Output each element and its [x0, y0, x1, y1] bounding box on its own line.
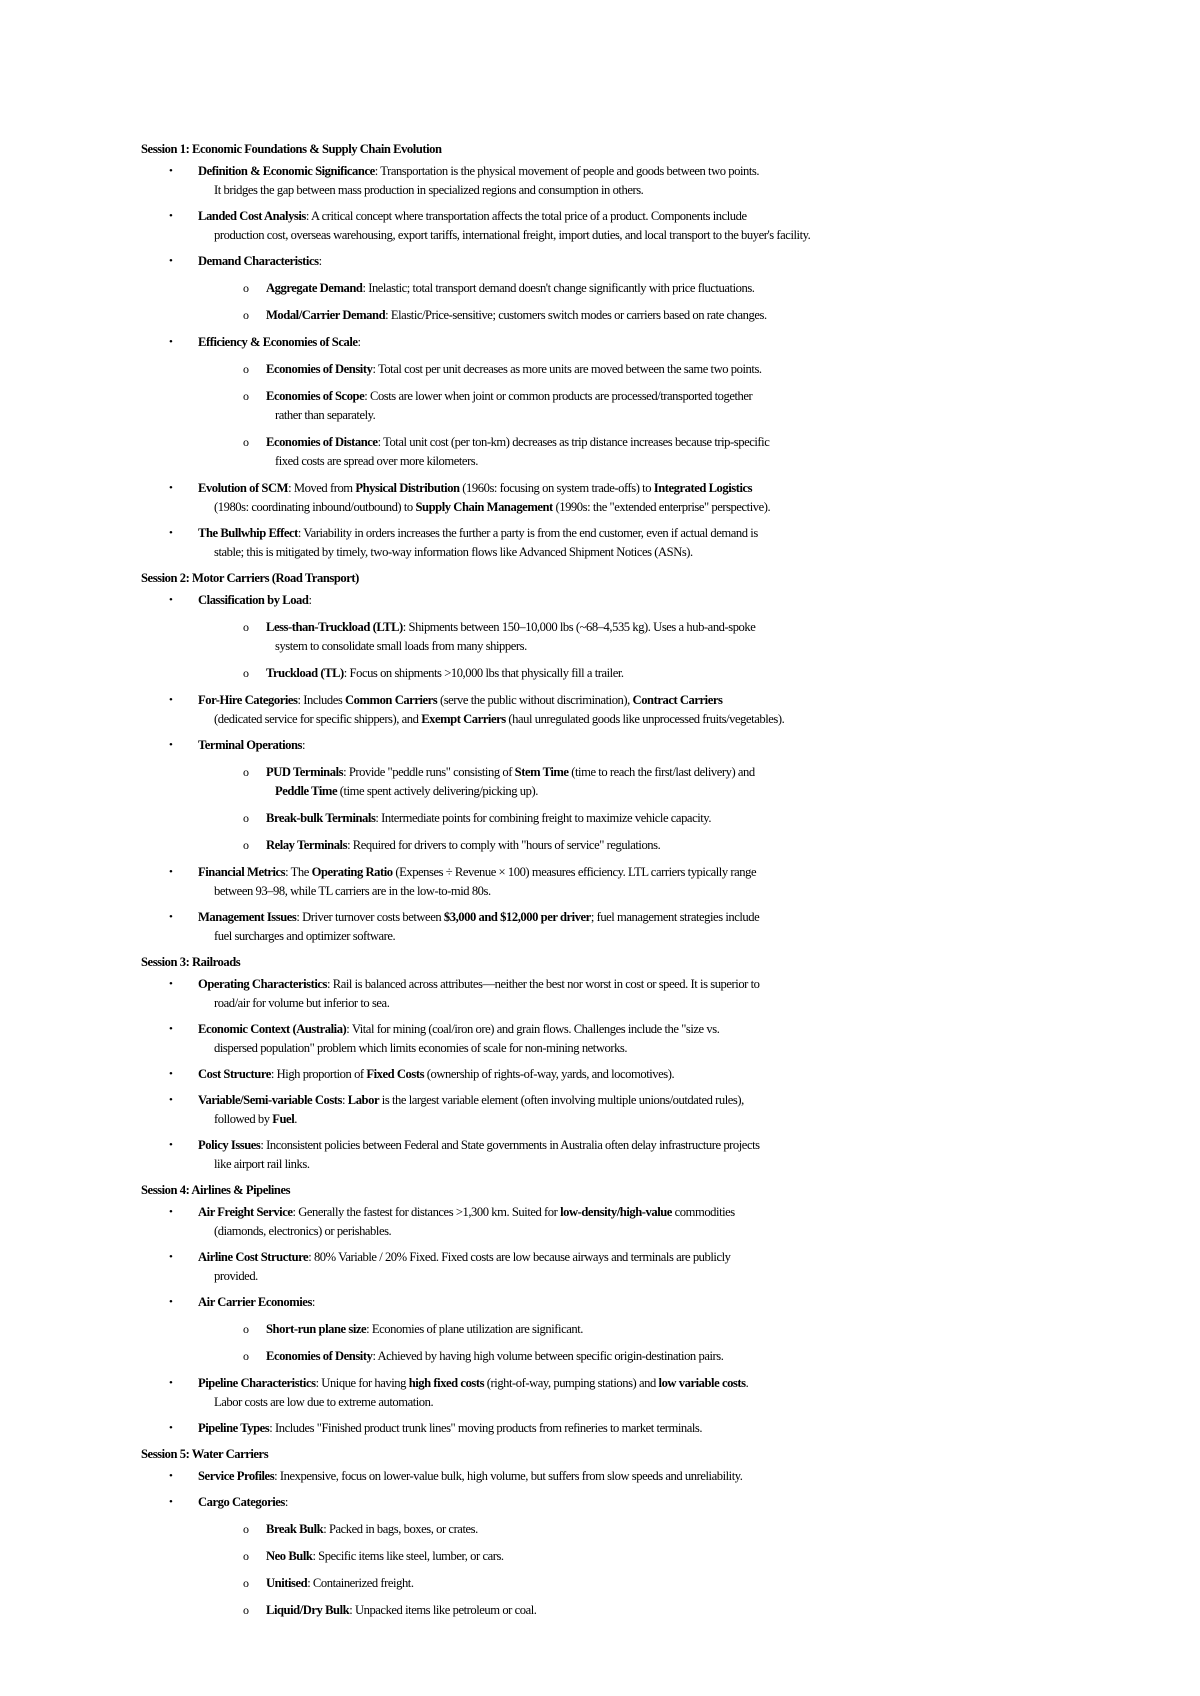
bullet-text: is the largest variable element (often involving multiple unions/outdated rules), [379, 1093, 744, 1107]
bullet-text: : [284, 1495, 288, 1509]
bullet-continuation [198, 543, 911, 562]
bullet-item [141, 1203, 911, 1241]
bullet-continuation [266, 637, 911, 656]
continuation-text: system to consolidate small loads from many shippers. [275, 639, 527, 653]
session-heading: Session 2: Motor Carriers (Road Transport) [141, 571, 359, 585]
sub-bullet-item [198, 387, 911, 425]
bullet-text: : Unique for having [315, 1376, 409, 1390]
bullet-text: : [357, 335, 361, 349]
bullet-term: Break-bulk Terminals [266, 811, 376, 825]
bullet-text: : Focus on shipments >10,000 lbs that physically fill a trailer. [343, 666, 624, 680]
continuation-term: Exempt Carriers [421, 712, 506, 726]
sub-bullet-item [198, 1574, 911, 1593]
continuation-text: production cost, overseas warehousing, export tariffs, international freight, import duties, and local transport to the buyer's facility. [214, 228, 811, 242]
bullet-text: : Transportation is the physical movement of people and goods between two points. [374, 164, 760, 178]
bullet-term-inline: Common Carriers [345, 693, 438, 707]
bullet-term: Air Carrier Economies [198, 1295, 312, 1309]
bullet-term: Pipeline Characteristics [198, 1376, 316, 1390]
bullet-text: : Inconsistent policies between Federal and State governments in Australia often delay infrastructure projects [260, 1138, 760, 1152]
continuation-text: road/air for volume but inferior to sea. [214, 996, 390, 1010]
bullet-text: : Includes "Finished product trunk lines" moving products from refineries to market terminals. [269, 1421, 703, 1435]
bullet-term: Cargo Categories [198, 1495, 285, 1509]
bullet-term: Operating Characteristics [198, 977, 327, 991]
bullet-item [141, 479, 911, 517]
bullet-text: (right-of-way, pumping stations) and [484, 1376, 659, 1390]
sub-bullet-item [198, 1320, 911, 1339]
bullet-text: : Generally the fastest for distances >1,300 km. Suited for [292, 1205, 561, 1219]
bullet-continuation [198, 927, 911, 946]
bullet-list [141, 591, 911, 946]
continuation-text: (1980s: coordinating inbound/outbound) to [214, 500, 416, 514]
bullet-term-inline: Fixed Costs [366, 1067, 425, 1081]
bullet-term: Service Profiles [198, 1469, 275, 1483]
session-heading: Session 1: Economic Foundations & Supply Chain Evolution [141, 142, 442, 156]
bullet-text: : Provide "peddle runs" consisting of [343, 765, 515, 779]
continuation-text: rather than separately. [275, 408, 376, 422]
sub-bullet-item [198, 836, 911, 855]
bullet-continuation [198, 994, 911, 1013]
bullet-term: Short-run plane size [266, 1322, 367, 1336]
bullet-term: Economies of Density [266, 1349, 373, 1363]
bullet-text: : Total cost per unit decreases as more units are moved between the same two points. [372, 362, 762, 376]
continuation-text: (haul unregulated goods like unprocessed fruits/vegetables). [505, 712, 785, 726]
continuation-term: Peddle Time [275, 784, 338, 798]
session-heading: Session 5: Water Carriers [141, 1447, 269, 1461]
bullet-term: Pipeline Types [198, 1421, 270, 1435]
bullet-term: Terminal Operations [198, 738, 302, 752]
bullet-text: : Economies of plane utilization are significant. [366, 1322, 583, 1336]
bullet-item [141, 1374, 911, 1412]
sub-bullet-item [198, 809, 911, 828]
bullet-text: : Required for drivers to comply with "hours of service" regulations. [347, 838, 661, 852]
continuation-text: fixed costs are spread over more kilometers. [275, 454, 478, 468]
bullet-item [141, 333, 911, 471]
bullet-term: For-Hire Categories [198, 693, 298, 707]
bullet-term: Neo Bulk [266, 1549, 313, 1563]
bullet-term: Cost Structure [198, 1067, 271, 1081]
sub-bullet-item [198, 664, 911, 683]
bullet-continuation [266, 452, 911, 471]
bullet-text: : Elastic/Price-sensitive; customers switch modes or carriers based on rate changes. [385, 308, 767, 322]
bullet-item [141, 736, 911, 855]
document-page [141, 140, 911, 1628]
continuation-text: provided. [214, 1269, 258, 1283]
bullet-text: : 80% Variable / 20% Fixed. Fixed costs are low because airways and terminals are publicly [308, 1250, 731, 1264]
continuation-term: Supply Chain Management [415, 500, 553, 514]
bullet-item [141, 1065, 911, 1084]
sub-bullet-item [198, 1547, 911, 1566]
bullet-text: : Specific items like steel, lumber, or cars. [312, 1549, 504, 1563]
bullet-text: (serve the public without discrimination), [437, 693, 633, 707]
bullet-text: : Driver turnover costs between [296, 910, 444, 924]
bullet-item [141, 591, 911, 683]
continuation-text: dispersed population" problem which limits economies of scale for non-mining networks. [214, 1041, 628, 1055]
bullet-term: Liquid/Dry Bulk [266, 1603, 350, 1617]
bullet-item [141, 1419, 911, 1438]
bullet-text: : Packed in bags, boxes, or crates. [323, 1522, 478, 1536]
sub-bullet-item [198, 433, 911, 471]
sub-bullet-item [198, 279, 911, 298]
bullet-term: Economies of Scope [266, 389, 365, 403]
bullet-list [141, 975, 911, 1174]
bullet-text: : Intermediate points for combining freight to maximize vehicle capacity. [375, 811, 712, 825]
bullet-continuation [198, 1039, 911, 1058]
bullet-term-inline: high fixed costs [408, 1376, 485, 1390]
bullet-term: Variable/Semi-variable Costs [198, 1093, 342, 1107]
bullet-term-inline: low variable costs [658, 1376, 746, 1390]
continuation-text: (dedicated service for specific shippers), and [214, 712, 422, 726]
bullet-term-inline: Physical Distribution [355, 481, 460, 495]
bullet-text: : [308, 593, 312, 607]
bullet-continuation [198, 1393, 911, 1412]
continuation-text: followed by [214, 1112, 273, 1126]
bullet-term: Relay Terminals [266, 838, 348, 852]
bullet-list [141, 1203, 911, 1438]
bullet-item [141, 1091, 911, 1129]
bullet-item [141, 1467, 911, 1486]
bullet-text: : Inelastic; total transport demand doesn't change significantly with price fluctuations. [362, 281, 755, 295]
bullet-term: Truckload (TL) [266, 666, 344, 680]
bullet-item [141, 162, 911, 200]
continuation-text: fuel surcharges and optimizer software. [214, 929, 396, 943]
bullet-text: : Inexpensive, focus on lower-value bulk, high volume, but suffers from slow speeds and unreliability. [274, 1469, 743, 1483]
bullet-term: Modal/Carrier Demand [266, 308, 386, 322]
bullet-continuation [198, 710, 911, 729]
bullet-text: : Moved from [288, 481, 356, 495]
bullet-item [141, 524, 911, 562]
bullet-term-inline: Labor [347, 1093, 380, 1107]
bullet-continuation [198, 882, 911, 901]
bullet-term: Aggregate Demand [266, 281, 363, 295]
bullet-text: : Containerized freight. [307, 1576, 414, 1590]
bullet-continuation [198, 181, 911, 200]
bullet-text: (ownership of rights-of-way, yards, and locomotives). [424, 1067, 675, 1081]
bullet-term: Air Freight Service [198, 1205, 293, 1219]
bullet-term: Management Issues [198, 910, 297, 924]
bullet-item [141, 252, 911, 325]
bullet-term: Airline Cost Structure [198, 1250, 309, 1264]
bullet-term: Policy Issues [198, 1138, 261, 1152]
bullet-term-inline: Stem Time [514, 765, 569, 779]
continuation-text: stable; this is mitigated by timely, two-way information flows like Advanced Shipment Notices (ASNs). [214, 545, 693, 559]
continuation-text: (diamonds, electronics) or perishables. [214, 1224, 392, 1238]
bullet-item [141, 908, 911, 946]
bullet-term-inline: Operating Ratio [311, 865, 393, 879]
bullet-continuation [198, 498, 911, 517]
continuation-text: (time spent actively delivering/picking up). [337, 784, 538, 798]
bullet-term: Landed Cost Analysis [198, 209, 306, 223]
sub-bullet-item [198, 1601, 911, 1620]
sub-bullet-item [198, 360, 911, 379]
bullet-text: (Expenses ÷ Revenue × 100) measures efficiency. LTL carriers typically range [392, 865, 757, 879]
sub-bullet-item [198, 1520, 911, 1539]
bullet-text: : [311, 1295, 315, 1309]
bullet-text: : Shipments between 150–10,000 lbs (~68–4,535 kg). Uses a hub-and-spoke [402, 620, 756, 634]
bullet-text: : Costs are lower when joint or common products are processed/transported together [364, 389, 753, 403]
bullet-continuation [198, 1110, 911, 1129]
bullet-text: : Unpacked items like petroleum or coal. [349, 1603, 537, 1617]
bullet-term-inline: $3,000 and $12,000 per driver [443, 910, 591, 924]
bullet-item [141, 1293, 911, 1366]
bullet-text: (1960s: focusing on system trade-offs) to [459, 481, 654, 495]
session-heading: Session 3: Railroads [141, 955, 241, 969]
session-heading: Session 4: Airlines & Pipelines [141, 1183, 291, 1197]
bullet-term-inline: Integrated Logistics [653, 481, 753, 495]
bullet-text: : [318, 254, 322, 268]
bullet-list [141, 162, 911, 562]
sub-bullet-item [198, 763, 911, 801]
bullet-item [141, 691, 911, 729]
bullet-text: : The [285, 865, 312, 879]
bullet-text: . [745, 1376, 749, 1390]
bullet-text: : Total unit cost (per ton-km) decreases as trip distance increases because trip-specific [377, 435, 770, 449]
bullet-text: : [301, 738, 306, 752]
bullet-term: Break Bulk [266, 1522, 324, 1536]
bullet-term: Less-than-Truckload (LTL) [266, 620, 403, 634]
bullet-text: : Achieved by having high volume between specific origin-destination pairs. [372, 1349, 724, 1363]
continuation-text: (1990s: the "extended enterprise" perspective). [552, 500, 771, 514]
continuation-text: It bridges the gap between mass production in specialized regions and consumption in others. [214, 183, 644, 197]
bullet-text: : Vital for mining (coal/iron ore) and grain flows. Challenges include the "size vs. [346, 1022, 720, 1036]
sub-bullet-list [198, 1520, 911, 1620]
bullet-term: Definition & Economic Significance [198, 164, 375, 178]
bullet-term: Unitised [266, 1576, 308, 1590]
continuation-text: Labor costs are low due to extreme automation. [214, 1395, 434, 1409]
sub-bullet-item [198, 1347, 911, 1366]
bullet-term: Economic Context (Australia) [198, 1022, 347, 1036]
bullet-term-inline: low-density/high-value [560, 1205, 672, 1219]
sub-bullet-item [198, 306, 911, 325]
bullet-item [141, 207, 911, 245]
bullet-item [141, 1493, 911, 1620]
bullet-text: : [342, 1093, 348, 1107]
bullet-continuation [198, 1222, 911, 1241]
sub-bullet-list [198, 763, 911, 855]
bullet-item [141, 1020, 911, 1058]
bullet-term: Evolution of SCM [198, 481, 289, 495]
bullet-item [141, 863, 911, 901]
continuation-text: like airport rail links. [214, 1157, 310, 1171]
bullet-item [141, 975, 911, 1013]
bullet-text: : Rail is balanced across attributes—neither the best nor worst in cost or speed. It is superior to [327, 977, 760, 991]
bullet-text: : Variability in orders increases the further a party is from the end customer, even if actual demand is [297, 526, 758, 540]
bullet-term: Economies of Density [266, 362, 373, 376]
bullet-text: : High proportion of [270, 1067, 367, 1081]
bullet-text: commodities [671, 1205, 735, 1219]
bullet-term: PUD Terminals [266, 765, 344, 779]
bullet-text: ; fuel management strategies include [590, 910, 760, 924]
bullet-text: : A critical concept where transportation affects the total price of a product. Components include [305, 209, 747, 223]
bullet-term: The Bullwhip Effect [198, 526, 298, 540]
continuation-text: . [294, 1112, 297, 1126]
bullet-continuation [198, 1155, 911, 1174]
sub-bullet-list [198, 618, 911, 683]
sub-bullet-list [198, 360, 911, 471]
continuation-term: Fuel [272, 1112, 295, 1126]
bullet-term: Demand Characteristics [198, 254, 319, 268]
bullet-text: : Includes [297, 693, 346, 707]
bullet-term: Financial Metrics [198, 865, 286, 879]
continuation-text: between 93–98, while TL carriers are in the low-to-mid 80s. [214, 884, 491, 898]
bullet-term: Classification by Load [198, 593, 309, 607]
sub-bullet-list [198, 279, 911, 325]
bullet-term: Economies of Distance [266, 435, 378, 449]
bullet-item [141, 1136, 911, 1174]
bullet-term: Efficiency & Economies of Scale [198, 335, 358, 349]
bullet-term-inline: Contract Carriers [632, 693, 723, 707]
sub-bullet-item [198, 618, 911, 656]
sub-bullet-list [198, 1320, 911, 1366]
bullet-continuation [198, 226, 911, 245]
bullet-item [141, 1248, 911, 1286]
bullet-list [141, 1467, 911, 1620]
bullet-text: (time to reach the first/last delivery) and [568, 765, 755, 779]
bullet-continuation [266, 782, 911, 801]
bullet-continuation [266, 406, 911, 425]
bullet-continuation [198, 1267, 911, 1286]
